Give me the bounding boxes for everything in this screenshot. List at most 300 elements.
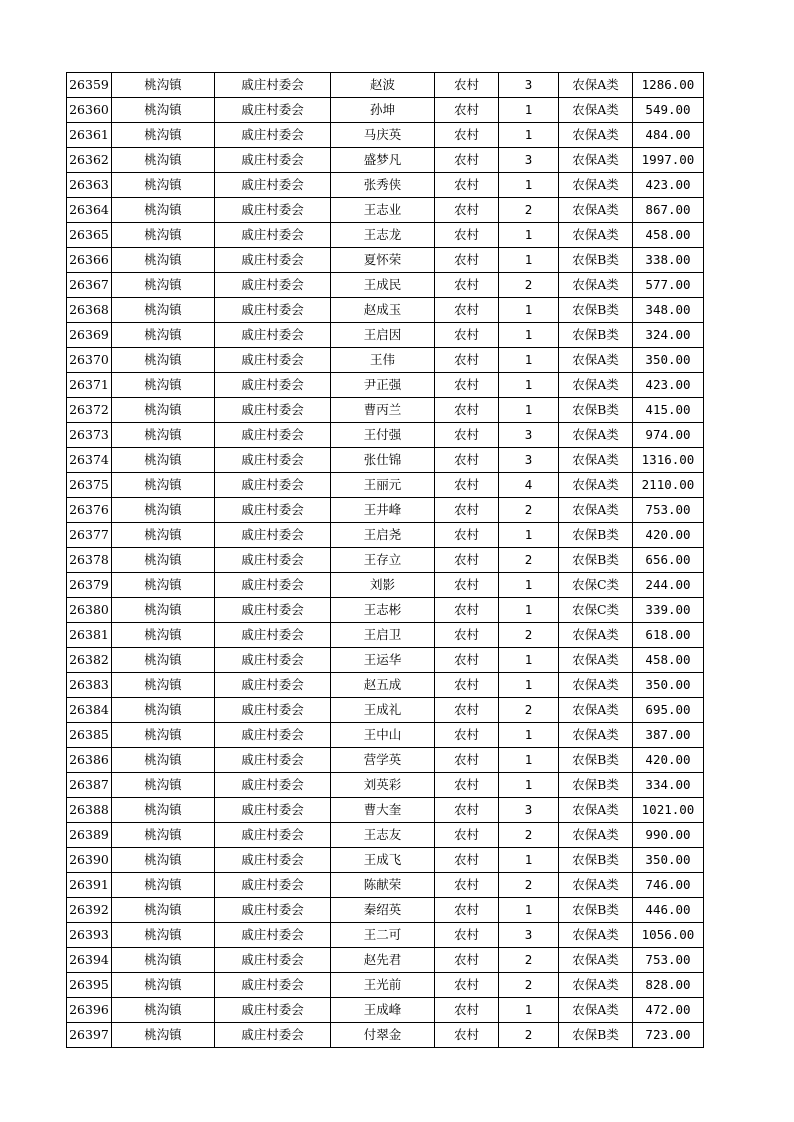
cell-town: 桃沟镇: [112, 273, 215, 298]
cell-village-committee: 戚庄村委会: [215, 148, 331, 173]
cell-record-id: 26376: [67, 498, 112, 523]
cell-village-committee: 戚庄村委会: [215, 923, 331, 948]
cell-amount: 1021.00: [633, 798, 704, 823]
cell-amount: 723.00: [633, 1023, 704, 1048]
cell-area-type: 农村: [435, 923, 499, 948]
cell-town: 桃沟镇: [112, 323, 215, 348]
cell-insurance-class: 农保A类: [559, 223, 633, 248]
cell-record-id: 26392: [67, 898, 112, 923]
cell-village-committee: 戚庄村委会: [215, 123, 331, 148]
cell-village-committee: 戚庄村委会: [215, 698, 331, 723]
cell-household-size: 2: [499, 198, 559, 223]
cell-town: 桃沟镇: [112, 848, 215, 873]
table-row: [67, 648, 704, 673]
cell-village-committee: 戚庄村委会: [215, 448, 331, 473]
cell-amount: 458.00: [633, 648, 704, 673]
cell-record-id: 26393: [67, 923, 112, 948]
cell-village-committee: 戚庄村委会: [215, 323, 331, 348]
cell-town: 桃沟镇: [112, 123, 215, 148]
cell-town: 桃沟镇: [112, 548, 215, 573]
cell-household-size: 2: [499, 698, 559, 723]
cell-household-size: 1: [499, 848, 559, 873]
cell-village-committee: 戚庄村委会: [215, 998, 331, 1023]
cell-amount: 420.00: [633, 523, 704, 548]
cell-amount: 549.00: [633, 98, 704, 123]
cell-household-size: 1: [499, 773, 559, 798]
table-row: [67, 423, 704, 448]
cell-town: 桃沟镇: [112, 798, 215, 823]
cell-amount: 656.00: [633, 548, 704, 573]
cell-record-id: 26367: [67, 273, 112, 298]
cell-household-size: 1: [499, 648, 559, 673]
cell-record-id: 26386: [67, 748, 112, 773]
table-row: [67, 898, 704, 923]
cell-insurance-class: 农保A类: [559, 948, 633, 973]
cell-village-committee: 戚庄村委会: [215, 173, 331, 198]
cell-insurance-class: 农保B类: [559, 248, 633, 273]
cell-household-size: 1: [499, 248, 559, 273]
table-row: [67, 698, 704, 723]
cell-village-committee: 戚庄村委会: [215, 898, 331, 923]
cell-amount: 350.00: [633, 673, 704, 698]
cell-village-committee: 戚庄村委会: [215, 298, 331, 323]
cell-person-name: 王启尧: [331, 523, 435, 548]
cell-person-name: 赵先君: [331, 948, 435, 973]
cell-area-type: 农村: [435, 448, 499, 473]
cell-area-type: 农村: [435, 223, 499, 248]
cell-town: 桃沟镇: [112, 298, 215, 323]
cell-village-committee: 戚庄村委会: [215, 223, 331, 248]
table-row: [67, 1023, 704, 1048]
cell-area-type: 农村: [435, 848, 499, 873]
cell-area-type: 农村: [435, 348, 499, 373]
cell-village-committee: 戚庄村委会: [215, 373, 331, 398]
cell-person-name: 王志业: [331, 198, 435, 223]
table-row: [67, 448, 704, 473]
cell-record-id: 26373: [67, 423, 112, 448]
cell-area-type: 农村: [435, 873, 499, 898]
cell-record-id: 26360: [67, 98, 112, 123]
cell-household-size: 2: [499, 273, 559, 298]
cell-area-type: 农村: [435, 498, 499, 523]
cell-person-name: 尹正强: [331, 373, 435, 398]
cell-area-type: 农村: [435, 173, 499, 198]
cell-amount: 423.00: [633, 373, 704, 398]
cell-household-size: 1: [499, 723, 559, 748]
cell-town: 桃沟镇: [112, 773, 215, 798]
cell-village-committee: 戚庄村委会: [215, 248, 331, 273]
cell-village-committee: 戚庄村委会: [215, 498, 331, 523]
cell-amount: 446.00: [633, 898, 704, 923]
table-row: [67, 148, 704, 173]
cell-household-size: 4: [499, 473, 559, 498]
table-row: [67, 773, 704, 798]
cell-person-name: 盛梦凡: [331, 148, 435, 173]
cell-person-name: 陈献荣: [331, 873, 435, 898]
cell-area-type: 农村: [435, 423, 499, 448]
table-row: [67, 623, 704, 648]
cell-area-type: 农村: [435, 273, 499, 298]
cell-amount: 1056.00: [633, 923, 704, 948]
cell-insurance-class: 农保A类: [559, 973, 633, 998]
cell-insurance-class: 农保B类: [559, 323, 633, 348]
cell-record-id: 26381: [67, 623, 112, 648]
table-row: [67, 98, 704, 123]
cell-household-size: 2: [499, 498, 559, 523]
cell-area-type: 农村: [435, 773, 499, 798]
cell-village-committee: 戚庄村委会: [215, 273, 331, 298]
cell-person-name: 王成民: [331, 273, 435, 298]
cell-amount: 867.00: [633, 198, 704, 223]
cell-amount: 420.00: [633, 748, 704, 773]
cell-record-id: 26397: [67, 1023, 112, 1048]
table-row: [67, 573, 704, 598]
cell-town: 桃沟镇: [112, 923, 215, 948]
cell-area-type: 农村: [435, 98, 499, 123]
cell-record-id: 26380: [67, 598, 112, 623]
cell-village-committee: 戚庄村委会: [215, 523, 331, 548]
cell-village-committee: 戚庄村委会: [215, 723, 331, 748]
cell-record-id: 26382: [67, 648, 112, 673]
table-row: [67, 598, 704, 623]
cell-town: 桃沟镇: [112, 823, 215, 848]
cell-amount: 387.00: [633, 723, 704, 748]
cell-town: 桃沟镇: [112, 473, 215, 498]
cell-area-type: 农村: [435, 148, 499, 173]
cell-insurance-class: 农保A类: [559, 473, 633, 498]
cell-household-size: 1: [499, 123, 559, 148]
cell-person-name: 王付强: [331, 423, 435, 448]
table-row: [67, 498, 704, 523]
cell-area-type: 农村: [435, 123, 499, 148]
cell-insurance-class: 农保B类: [559, 898, 633, 923]
cell-amount: 695.00: [633, 698, 704, 723]
cell-village-committee: 戚庄村委会: [215, 973, 331, 998]
cell-town: 桃沟镇: [112, 198, 215, 223]
cell-village-committee: 戚庄村委会: [215, 673, 331, 698]
cell-amount: 339.00: [633, 598, 704, 623]
cell-town: 桃沟镇: [112, 998, 215, 1023]
cell-household-size: 2: [499, 548, 559, 573]
cell-record-id: 26378: [67, 548, 112, 573]
table-row: [67, 373, 704, 398]
cell-person-name: 曹大奎: [331, 798, 435, 823]
cell-household-size: 2: [499, 623, 559, 648]
cell-area-type: 农村: [435, 373, 499, 398]
cell-area-type: 农村: [435, 248, 499, 273]
cell-record-id: 26391: [67, 873, 112, 898]
cell-person-name: 马庆英: [331, 123, 435, 148]
cell-amount: 350.00: [633, 848, 704, 873]
cell-record-id: 26372: [67, 398, 112, 423]
cell-record-id: 26370: [67, 348, 112, 373]
table-row: [67, 198, 704, 223]
cell-household-size: 1: [499, 298, 559, 323]
cell-area-type: 农村: [435, 673, 499, 698]
cell-person-name: 夏怀荣: [331, 248, 435, 273]
table-row: [67, 823, 704, 848]
cell-record-id: 26365: [67, 223, 112, 248]
cell-town: 桃沟镇: [112, 723, 215, 748]
table-row: [67, 548, 704, 573]
cell-person-name: 王存立: [331, 548, 435, 573]
roster-body: [67, 73, 704, 1048]
cell-town: 桃沟镇: [112, 598, 215, 623]
cell-town: 桃沟镇: [112, 173, 215, 198]
cell-amount: 753.00: [633, 498, 704, 523]
cell-village-committee: 戚庄村委会: [215, 623, 331, 648]
cell-area-type: 农村: [435, 573, 499, 598]
table-row: [67, 398, 704, 423]
cell-area-type: 农村: [435, 1023, 499, 1048]
cell-record-id: 26384: [67, 698, 112, 723]
cell-record-id: 26395: [67, 973, 112, 998]
cell-village-committee: 戚庄村委会: [215, 473, 331, 498]
table-row: [67, 523, 704, 548]
cell-record-id: 26366: [67, 248, 112, 273]
cell-person-name: 王光前: [331, 973, 435, 998]
cell-amount: 484.00: [633, 123, 704, 148]
cell-person-name: 王二可: [331, 923, 435, 948]
cell-household-size: 1: [499, 748, 559, 773]
cell-town: 桃沟镇: [112, 523, 215, 548]
cell-town: 桃沟镇: [112, 398, 215, 423]
cell-insurance-class: 农保A类: [559, 698, 633, 723]
cell-person-name: 付翠金: [331, 1023, 435, 1048]
cell-insurance-class: 农保C类: [559, 573, 633, 598]
cell-person-name: 张仕锦: [331, 448, 435, 473]
cell-record-id: 26359: [67, 73, 112, 98]
cell-village-committee: 戚庄村委会: [215, 798, 331, 823]
cell-area-type: 农村: [435, 698, 499, 723]
cell-record-id: 26388: [67, 798, 112, 823]
cell-village-committee: 戚庄村委会: [215, 73, 331, 98]
cell-village-committee: 戚庄村委会: [215, 398, 331, 423]
cell-record-id: 26389: [67, 823, 112, 848]
cell-town: 桃沟镇: [112, 423, 215, 448]
cell-person-name: 王伟: [331, 348, 435, 373]
cell-household-size: 3: [499, 448, 559, 473]
cell-area-type: 农村: [435, 948, 499, 973]
cell-town: 桃沟镇: [112, 498, 215, 523]
cell-amount: 753.00: [633, 948, 704, 973]
cell-amount: 746.00: [633, 873, 704, 898]
cell-amount: 244.00: [633, 573, 704, 598]
table-row: [67, 873, 704, 898]
cell-amount: 618.00: [633, 623, 704, 648]
cell-village-committee: 戚庄村委会: [215, 573, 331, 598]
cell-record-id: 26362: [67, 148, 112, 173]
cell-record-id: 26385: [67, 723, 112, 748]
cell-town: 桃沟镇: [112, 373, 215, 398]
cell-person-name: 赵成玉: [331, 298, 435, 323]
cell-person-name: 赵五成: [331, 673, 435, 698]
cell-person-name: 王丽元: [331, 473, 435, 498]
cell-record-id: 26364: [67, 198, 112, 223]
cell-area-type: 农村: [435, 748, 499, 773]
cell-record-id: 26390: [67, 848, 112, 873]
cell-person-name: 王运华: [331, 648, 435, 673]
cell-area-type: 农村: [435, 898, 499, 923]
cell-household-size: 2: [499, 948, 559, 973]
cell-town: 桃沟镇: [112, 873, 215, 898]
cell-amount: 1316.00: [633, 448, 704, 473]
cell-village-committee: 戚庄村委会: [215, 748, 331, 773]
cell-amount: 2110.00: [633, 473, 704, 498]
cell-person-name: 王志友: [331, 823, 435, 848]
cell-village-committee: 戚庄村委会: [215, 423, 331, 448]
cell-insurance-class: 农保B类: [559, 773, 633, 798]
cell-area-type: 农村: [435, 823, 499, 848]
cell-town: 桃沟镇: [112, 448, 215, 473]
cell-insurance-class: 农保B类: [559, 523, 633, 548]
cell-person-name: 秦绍英: [331, 898, 435, 923]
cell-household-size: 1: [499, 98, 559, 123]
cell-amount: 1997.00: [633, 148, 704, 173]
cell-record-id: 26377: [67, 523, 112, 548]
cell-record-id: 26383: [67, 673, 112, 698]
cell-town: 桃沟镇: [112, 673, 215, 698]
cell-person-name: 王志彬: [331, 598, 435, 623]
table-row: [67, 323, 704, 348]
cell-insurance-class: 农保A类: [559, 873, 633, 898]
table-row: [67, 73, 704, 98]
cell-household-size: 3: [499, 923, 559, 948]
table-row: [67, 923, 704, 948]
cell-insurance-class: 农保A类: [559, 498, 633, 523]
cell-record-id: 26379: [67, 573, 112, 598]
cell-insurance-class: 农保B类: [559, 748, 633, 773]
cell-area-type: 农村: [435, 548, 499, 573]
cell-town: 桃沟镇: [112, 98, 215, 123]
cell-household-size: 3: [499, 798, 559, 823]
cell-insurance-class: 农保A类: [559, 273, 633, 298]
cell-person-name: 刘影: [331, 573, 435, 598]
cell-insurance-class: 农保B类: [559, 298, 633, 323]
cell-area-type: 农村: [435, 623, 499, 648]
cell-area-type: 农村: [435, 73, 499, 98]
cell-person-name: 王成礼: [331, 698, 435, 723]
cell-amount: 458.00: [633, 223, 704, 248]
cell-amount: 338.00: [633, 248, 704, 273]
cell-town: 桃沟镇: [112, 223, 215, 248]
cell-village-committee: 戚庄村委会: [215, 873, 331, 898]
cell-household-size: 1: [499, 898, 559, 923]
cell-area-type: 农村: [435, 723, 499, 748]
cell-amount: 974.00: [633, 423, 704, 448]
cell-household-size: 1: [499, 398, 559, 423]
cell-household-size: 1: [499, 223, 559, 248]
table-row: [67, 973, 704, 998]
cell-person-name: 王中山: [331, 723, 435, 748]
cell-person-name: 孙坤: [331, 98, 435, 123]
cell-household-size: 1: [499, 348, 559, 373]
cell-insurance-class: 农保A类: [559, 148, 633, 173]
cell-insurance-class: 农保A类: [559, 648, 633, 673]
cell-person-name: 王井峰: [331, 498, 435, 523]
cell-record-id: 26394: [67, 948, 112, 973]
cell-village-committee: 戚庄村委会: [215, 823, 331, 848]
cell-town: 桃沟镇: [112, 573, 215, 598]
cell-insurance-class: 农保B类: [559, 398, 633, 423]
cell-insurance-class: 农保A类: [559, 373, 633, 398]
cell-insurance-class: 农保A类: [559, 798, 633, 823]
cell-area-type: 农村: [435, 998, 499, 1023]
cell-person-name: 刘英彩: [331, 773, 435, 798]
cell-record-id: 26387: [67, 773, 112, 798]
cell-insurance-class: 农保A类: [559, 73, 633, 98]
cell-area-type: 农村: [435, 398, 499, 423]
cell-area-type: 农村: [435, 798, 499, 823]
cell-household-size: 2: [499, 973, 559, 998]
cell-amount: 415.00: [633, 398, 704, 423]
table-row: [67, 123, 704, 148]
cell-record-id: 26374: [67, 448, 112, 473]
cell-household-size: 1: [499, 998, 559, 1023]
cell-town: 桃沟镇: [112, 898, 215, 923]
cell-area-type: 农村: [435, 523, 499, 548]
cell-village-committee: 戚庄村委会: [215, 773, 331, 798]
cell-person-name: 张秀侠: [331, 173, 435, 198]
cell-town: 桃沟镇: [112, 948, 215, 973]
cell-person-name: 王启卫: [331, 623, 435, 648]
table-row: [67, 798, 704, 823]
cell-record-id: 26361: [67, 123, 112, 148]
cell-person-name: 王志龙: [331, 223, 435, 248]
table-row: [67, 273, 704, 298]
cell-household-size: 1: [499, 598, 559, 623]
cell-household-size: 1: [499, 173, 559, 198]
table-row: [67, 848, 704, 873]
cell-insurance-class: 农保A类: [559, 923, 633, 948]
cell-amount: 324.00: [633, 323, 704, 348]
cell-insurance-class: 农保A类: [559, 823, 633, 848]
cell-area-type: 农村: [435, 598, 499, 623]
cell-village-committee: 戚庄村委会: [215, 1023, 331, 1048]
cell-record-id: 26396: [67, 998, 112, 1023]
table-row: [67, 348, 704, 373]
cell-insurance-class: 农保A类: [559, 348, 633, 373]
cell-household-size: 3: [499, 73, 559, 98]
cell-amount: 577.00: [633, 273, 704, 298]
cell-record-id: 26368: [67, 298, 112, 323]
cell-town: 桃沟镇: [112, 73, 215, 98]
table-row: [67, 673, 704, 698]
cell-insurance-class: 农保B类: [559, 548, 633, 573]
cell-village-committee: 戚庄村委会: [215, 598, 331, 623]
cell-town: 桃沟镇: [112, 623, 215, 648]
cell-insurance-class: 农保C类: [559, 598, 633, 623]
cell-household-size: 2: [499, 1023, 559, 1048]
cell-village-committee: 戚庄村委会: [215, 348, 331, 373]
cell-person-name: 赵波: [331, 73, 435, 98]
cell-village-committee: 戚庄村委会: [215, 948, 331, 973]
cell-town: 桃沟镇: [112, 648, 215, 673]
cell-insurance-class: 农保A类: [559, 173, 633, 198]
cell-town: 桃沟镇: [112, 748, 215, 773]
cell-record-id: 26369: [67, 323, 112, 348]
cell-area-type: 农村: [435, 323, 499, 348]
table-row: [67, 173, 704, 198]
cell-household-size: 1: [499, 573, 559, 598]
cell-record-id: 26375: [67, 473, 112, 498]
cell-household-size: 3: [499, 148, 559, 173]
table-row: [67, 473, 704, 498]
cell-insurance-class: 农保A类: [559, 198, 633, 223]
cell-town: 桃沟镇: [112, 1023, 215, 1048]
cell-person-name: 王启因: [331, 323, 435, 348]
table-row: [67, 248, 704, 273]
